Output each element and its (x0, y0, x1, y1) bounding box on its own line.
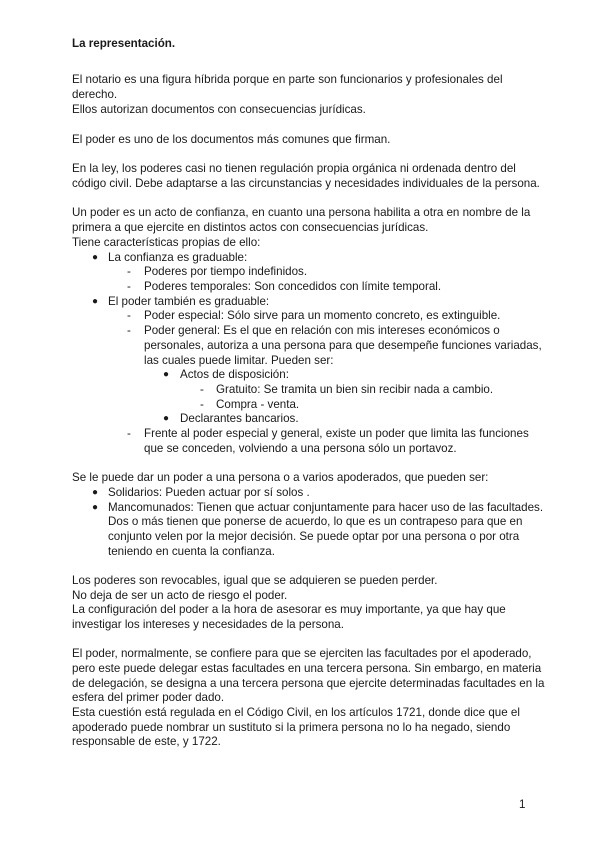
bullet-dash: - (127, 280, 131, 293)
paragraph-line: Los poderes son revocables, igual que se adquieren se pueden perder. (72, 574, 438, 587)
list-item: Poderes por tiempo indefinidos. (144, 265, 308, 278)
list-item: El poder también es graduable: (108, 295, 270, 308)
list-item: La confianza es graduable: (108, 251, 248, 264)
list-item: Gratuito: Se tramita un bien sin recibir nada a cambio. (216, 383, 494, 396)
paragraph-line: primera a que ejercite en distintos actos con consecuencias jurídicas. (72, 221, 429, 234)
paragraph-line: Tiene características propias de ello: (72, 236, 261, 249)
list-item-continued: Dos o más tienen que ponerse de acuerdo, lo que es un contrapeso para que en (108, 515, 523, 528)
paragraph-line: En la ley, los poderes casi no tienen regulación propia orgánica ni ordenada dentro del (72, 162, 516, 175)
list-item: Poder especial: Sólo sirve para un momento concreto, es extinguible. (144, 309, 501, 322)
list-item: Poder general: Es el que en relación con mis intereses económicos o (144, 324, 500, 337)
paragraph-line: código civil. Debe adaptarse a las circunstancias y necesidades individuales de la persona. (72, 177, 540, 190)
list-item: Frente al poder especial y general, existe un poder que limita las funciones (144, 427, 529, 440)
paragraph-line: La configuración del poder a la hora de asesorar es muy importante, ya que hay que (72, 603, 506, 616)
paragraph-line: Esta cuestión está regulada en el Código Civil, en los artículos 1721, donde dice que el (72, 706, 520, 719)
bullet-dash: - (127, 265, 131, 278)
paragraph-line: Un poder es un acto de confianza, en cuanto una persona habilita a otra en nombre de la (72, 206, 531, 219)
bullet-dash: - (200, 398, 204, 411)
paragraph-line: investigar los intereses y necesidades de la persona. (72, 618, 344, 631)
paragraph-line: apoderado puede nombrar un sustituto si la primera persona no lo ha negado, siendo (72, 721, 511, 734)
paragraph-line: derecho. (72, 88, 118, 101)
bullet-dash: - (200, 383, 204, 396)
paragraph-line: El poder es uno de los documentos más comunes que firman. (72, 133, 391, 146)
page-number: 1 (519, 798, 526, 811)
bullet-disc: ● (163, 413, 170, 424)
list-item: Mancomunados: Tienen que actuar conjuntamente para hacer uso de las facultades. (108, 501, 544, 514)
list-item-continued: personales, autoriza a una persona para que desempeñe funciones variadas, (144, 339, 542, 352)
paragraph-line: esfera del primer poder dado. (72, 691, 225, 704)
list-item-continued: teniendo en cuenta la confianza. (108, 545, 275, 558)
list-item-continued: conjunto velen por la mejor decisión. Se puede optar por una persona o por otra (108, 530, 520, 543)
bullet-disc: ● (92, 487, 99, 498)
list-item-continued: que se conceden, volviendo a una persona sólo un portavoz. (144, 442, 457, 455)
list-item: Compra - venta. (216, 398, 300, 411)
list-item: Declarantes bancarios. (180, 412, 299, 425)
list-item-continued: las cuales puede limitar. Pueden ser: (144, 354, 334, 367)
bullet-dash: - (127, 309, 131, 322)
paragraph-line: No deja de ser un acto de riesgo el poder. (72, 589, 288, 602)
paragraph-line: pero este puede delegar estas facultades en una tercera persona. Sin embargo, en materia (72, 662, 542, 675)
bullet-disc: ● (92, 296, 99, 307)
paragraph-line: responsable de este, y 1722. (72, 735, 221, 748)
paragraph-line: de delegación, se designa a una tercera persona que ejercite determinadas facultades en la (72, 677, 545, 690)
paragraph-line: El notario es una figura híbrida porque en parte son funcionarios y profesionales del (72, 73, 503, 86)
list-item: Solidarios: Pueden actuar por sí solos . (108, 486, 310, 499)
paragraph-line: El poder, normalmente, se confiere para que se ejerciten las facultades por el apoderado, (72, 647, 532, 660)
paragraph-line: Ellos autorizan documentos con consecuencias jurídicas. (72, 103, 366, 116)
list-item: Poderes temporales: Son concedidos con límite temporal. (144, 280, 442, 293)
bullet-disc: ● (92, 252, 99, 263)
document-title: La representación. (72, 37, 176, 50)
bullet-dash: - (127, 324, 131, 337)
bullet-disc: ● (163, 369, 170, 380)
bullet-disc: ● (92, 502, 99, 513)
paragraph-line: Se le puede dar un poder a una persona o a varios apoderados, que pueden ser: (72, 471, 489, 484)
bullet-dash: - (127, 427, 131, 440)
list-item: Actos de disposición: (180, 368, 289, 381)
